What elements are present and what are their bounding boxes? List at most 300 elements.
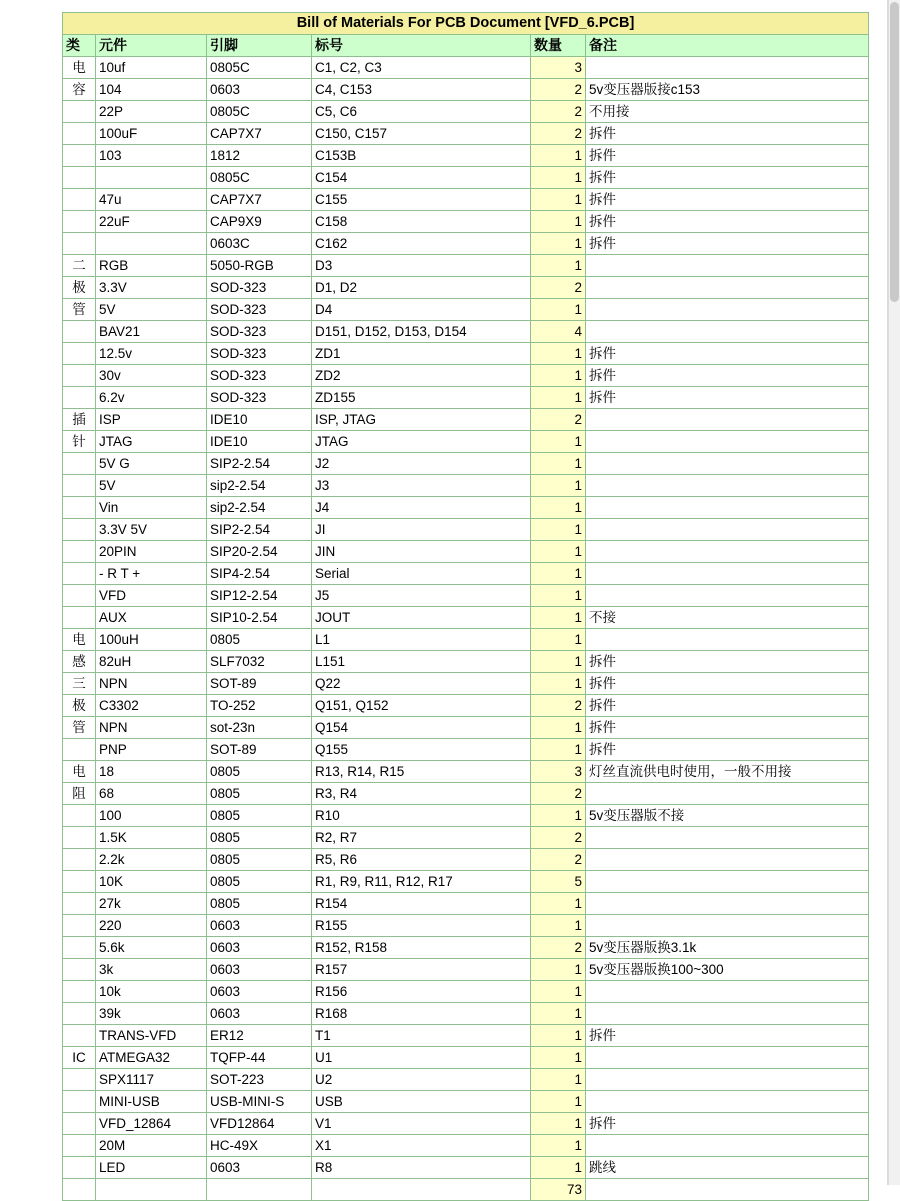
row-quantity: 1: [531, 1091, 586, 1113]
row-quantity: 1: [531, 717, 586, 739]
row-part: 5V G: [96, 453, 207, 475]
row-category: [63, 233, 96, 255]
row-designator: Q151, Q152: [312, 695, 531, 717]
table-row: [63, 1113, 869, 1135]
table-row: [63, 695, 869, 717]
row-footprint: SOD-323: [207, 365, 312, 387]
row-footprint: TO-252: [207, 695, 312, 717]
row-part: TRANS-VFD: [96, 1025, 207, 1047]
row-quantity: 1: [531, 453, 586, 475]
table-row: [63, 629, 869, 651]
row-quantity: 1: [531, 629, 586, 651]
row-part: 10uf: [96, 57, 207, 79]
row-note: 拆件: [586, 739, 869, 761]
table-row: [63, 145, 869, 167]
row-part: 68: [96, 783, 207, 805]
row-quantity: 1: [531, 255, 586, 277]
row-designator: R5, R6: [312, 849, 531, 871]
row-designator: C153B: [312, 145, 531, 167]
table-row: [63, 277, 869, 299]
row-part: 5V: [96, 299, 207, 321]
row-footprint: 0805: [207, 783, 312, 805]
row-quantity: 1: [531, 1069, 586, 1091]
total-blank-designator: [312, 1179, 531, 1201]
row-part: ATMEGA32: [96, 1047, 207, 1069]
row-designator: ZD1: [312, 343, 531, 365]
row-note: 拆件: [586, 1025, 869, 1047]
row-footprint: IDE10: [207, 409, 312, 431]
row-footprint: 0805: [207, 893, 312, 915]
table-row: [63, 585, 869, 607]
row-part: BAV21: [96, 321, 207, 343]
row-footprint: SOT-223: [207, 1069, 312, 1091]
row-note: [586, 497, 869, 519]
row-quantity: 1: [531, 651, 586, 673]
row-quantity: 1: [531, 189, 586, 211]
table-row: [63, 387, 869, 409]
row-footprint: 0603: [207, 1157, 312, 1179]
row-category: [63, 497, 96, 519]
row-footprint: SOT-89: [207, 673, 312, 695]
row-note: [586, 1135, 869, 1157]
table-header-row: [63, 35, 869, 57]
row-quantity: 1: [531, 607, 586, 629]
row-note: [586, 585, 869, 607]
row-footprint: SIP10-2.54: [207, 607, 312, 629]
row-note: 灯丝直流供电时使用，一般不用接: [586, 761, 869, 783]
row-part: MINI-USB: [96, 1091, 207, 1113]
row-category: 管: [63, 717, 96, 739]
row-quantity: 1: [531, 563, 586, 585]
table-row: [63, 981, 869, 1003]
row-category: [63, 915, 96, 937]
row-note: [586, 783, 869, 805]
row-footprint: 0603: [207, 915, 312, 937]
row-note: [586, 57, 869, 79]
row-note: [586, 541, 869, 563]
row-footprint: HC-49X: [207, 1135, 312, 1157]
row-note: 拆件: [586, 211, 869, 233]
row-part: 220: [96, 915, 207, 937]
row-note: [586, 893, 869, 915]
row-designator: U2: [312, 1069, 531, 1091]
row-quantity: 1: [531, 981, 586, 1003]
row-note: [586, 827, 869, 849]
row-quantity: 1: [531, 1113, 586, 1135]
table-row: [63, 497, 869, 519]
row-part: 30v: [96, 365, 207, 387]
row-category: 极: [63, 277, 96, 299]
row-category: 电: [63, 761, 96, 783]
row-category: 三: [63, 673, 96, 695]
row-category: [63, 189, 96, 211]
row-part: 3.3V 5V: [96, 519, 207, 541]
row-part: C3302: [96, 695, 207, 717]
row-footprint: 0603: [207, 937, 312, 959]
row-part: 3k: [96, 959, 207, 981]
row-quantity: 1: [531, 541, 586, 563]
row-designator: V1: [312, 1113, 531, 1135]
row-quantity: 1: [531, 673, 586, 695]
total-blank-note: [586, 1179, 869, 1201]
row-designator: JI: [312, 519, 531, 541]
row-footprint: SOT-89: [207, 739, 312, 761]
row-part: JTAG: [96, 431, 207, 453]
row-quantity: 1: [531, 365, 586, 387]
row-designator: Q22: [312, 673, 531, 695]
column-header-footprint: 引脚: [207, 35, 312, 57]
row-part: 2.2k: [96, 849, 207, 871]
row-note: 拆件: [586, 123, 869, 145]
row-quantity: 5: [531, 871, 586, 893]
row-category: [63, 849, 96, 871]
row-designator: U1: [312, 1047, 531, 1069]
row-footprint: SOD-323: [207, 277, 312, 299]
row-footprint: SIP2-2.54: [207, 519, 312, 541]
row-part: 22P: [96, 101, 207, 123]
table-row: [63, 167, 869, 189]
row-part: RGB: [96, 255, 207, 277]
row-note: 拆件: [586, 1113, 869, 1135]
row-category: [63, 739, 96, 761]
row-category: [63, 343, 96, 365]
row-category: [63, 365, 96, 387]
row-category: [63, 585, 96, 607]
table-row: [63, 783, 869, 805]
row-part: 10K: [96, 871, 207, 893]
row-note: [586, 849, 869, 871]
row-designator: R154: [312, 893, 531, 915]
column-header-part: 元件: [96, 35, 207, 57]
row-quantity: 3: [531, 57, 586, 79]
row-note: 拆件: [586, 167, 869, 189]
row-footprint: 0603: [207, 79, 312, 101]
row-quantity: 1: [531, 343, 586, 365]
table-row: [63, 871, 869, 893]
row-note: 5v变压器版不接: [586, 805, 869, 827]
row-note: [586, 1091, 869, 1113]
row-footprint: 0805: [207, 849, 312, 871]
row-category: 电: [63, 629, 96, 651]
table-row: [63, 1091, 869, 1113]
row-category: [63, 1157, 96, 1179]
row-note: 跳线: [586, 1157, 869, 1179]
row-part: VFD: [96, 585, 207, 607]
total-blank-category: [63, 1179, 96, 1201]
row-footprint: CAP7X7: [207, 123, 312, 145]
row-category: 电: [63, 57, 96, 79]
row-category: [63, 871, 96, 893]
row-footprint: sot-23n: [207, 717, 312, 739]
row-footprint: SLF7032: [207, 651, 312, 673]
row-quantity: 2: [531, 101, 586, 123]
row-note: 不接: [586, 607, 869, 629]
row-quantity: 1: [531, 805, 586, 827]
row-designator: R13, R14, R15: [312, 761, 531, 783]
table-rows-body: [63, 57, 869, 1179]
row-footprint: 0805: [207, 827, 312, 849]
row-part: 100uF: [96, 123, 207, 145]
table-row: [63, 79, 869, 101]
row-category: 管: [63, 299, 96, 321]
row-footprint: ER12: [207, 1025, 312, 1047]
row-category: [63, 145, 96, 167]
row-part: 18: [96, 761, 207, 783]
row-part: 47u: [96, 189, 207, 211]
row-part: 1.5K: [96, 827, 207, 849]
row-part: 5.6k: [96, 937, 207, 959]
row-designator: C162: [312, 233, 531, 255]
row-footprint: 0805C: [207, 57, 312, 79]
row-part: 103: [96, 145, 207, 167]
bill-of-materials-table: [62, 12, 869, 1201]
row-designator: C4, C153: [312, 79, 531, 101]
row-part: 10k: [96, 981, 207, 1003]
row-designator: R156: [312, 981, 531, 1003]
table-row: [63, 541, 869, 563]
row-designator: D151, D152, D153, D154: [312, 321, 531, 343]
row-designator: R157: [312, 959, 531, 981]
row-designator: Q154: [312, 717, 531, 739]
row-note: 拆件: [586, 365, 869, 387]
row-footprint: SIP20-2.54: [207, 541, 312, 563]
row-designator: JOUT: [312, 607, 531, 629]
row-category: 阻: [63, 783, 96, 805]
row-category: 容: [63, 79, 96, 101]
row-designator: J5: [312, 585, 531, 607]
table-row: [63, 343, 869, 365]
row-note: [586, 453, 869, 475]
row-part: PNP: [96, 739, 207, 761]
row-part: 39k: [96, 1003, 207, 1025]
row-footprint: VFD12864: [207, 1113, 312, 1135]
row-category: [63, 167, 96, 189]
row-footprint: CAP9X9: [207, 211, 312, 233]
row-quantity: 1: [531, 585, 586, 607]
row-category: [63, 805, 96, 827]
row-note: 拆件: [586, 387, 869, 409]
row-designator: R168: [312, 1003, 531, 1025]
row-note: 拆件: [586, 717, 869, 739]
row-footprint: SOD-323: [207, 343, 312, 365]
table-row: [63, 1025, 869, 1047]
row-category: [63, 1113, 96, 1135]
row-part: [96, 167, 207, 189]
row-category: 针: [63, 431, 96, 453]
row-designator: R2, R7: [312, 827, 531, 849]
table-row: [63, 1069, 869, 1091]
row-part: 6.2v: [96, 387, 207, 409]
row-footprint: sip2-2.54: [207, 475, 312, 497]
row-note: [586, 1069, 869, 1091]
row-quantity: 1: [531, 431, 586, 453]
row-part: 100: [96, 805, 207, 827]
row-designator: USB: [312, 1091, 531, 1113]
row-quantity: 4: [531, 321, 586, 343]
row-quantity: 2: [531, 277, 586, 299]
row-designator: D4: [312, 299, 531, 321]
row-quantity: 1: [531, 959, 586, 981]
table-row: [63, 475, 869, 497]
row-designator: C5, C6: [312, 101, 531, 123]
row-quantity: 3: [531, 761, 586, 783]
row-category: 二: [63, 255, 96, 277]
row-quantity: 1: [531, 1135, 586, 1157]
row-quantity: 1: [531, 1003, 586, 1025]
row-category: [63, 1135, 96, 1157]
row-part: 12.5v: [96, 343, 207, 365]
row-note: [586, 277, 869, 299]
row-note: 拆件: [586, 343, 869, 365]
table-row: [63, 915, 869, 937]
row-designator: C1, C2, C3: [312, 57, 531, 79]
row-quantity: 2: [531, 409, 586, 431]
total-quantity: 73: [531, 1179, 586, 1201]
scrollbar-thumb[interactable]: [890, 2, 899, 302]
row-footprint: 0805: [207, 871, 312, 893]
row-footprint: CAP7X7: [207, 189, 312, 211]
table-row: [63, 739, 869, 761]
row-quantity: 2: [531, 827, 586, 849]
table-title-row: [63, 13, 869, 35]
row-quantity: 1: [531, 1047, 586, 1069]
table-row: [63, 805, 869, 827]
row-category: [63, 101, 96, 123]
row-note: [586, 1047, 869, 1069]
row-footprint: 0603C: [207, 233, 312, 255]
row-designator: C158: [312, 211, 531, 233]
row-category: [63, 1091, 96, 1113]
row-category: [63, 607, 96, 629]
row-designator: R1, R9, R11, R12, R17: [312, 871, 531, 893]
row-part: LED: [96, 1157, 207, 1179]
row-quantity: 1: [531, 387, 586, 409]
row-quantity: 1: [531, 475, 586, 497]
table-row: [63, 321, 869, 343]
vertical-scrollbar[interactable]: [888, 0, 900, 1185]
column-header-quantity: 数量: [531, 35, 586, 57]
row-designator: R155: [312, 915, 531, 937]
row-note: 拆件: [586, 695, 869, 717]
row-designator: J4: [312, 497, 531, 519]
row-part: AUX: [96, 607, 207, 629]
row-note: [586, 915, 869, 937]
row-category: [63, 959, 96, 981]
table-row: [63, 827, 869, 849]
document-title: Bill of Materials For PCB Document [VFD_6.PCB]: [63, 13, 869, 35]
row-footprint: SIP12-2.54: [207, 585, 312, 607]
row-quantity: 2: [531, 937, 586, 959]
table-row: [63, 123, 869, 145]
row-quantity: 2: [531, 783, 586, 805]
row-note: 不用接: [586, 101, 869, 123]
row-note: 拆件: [586, 233, 869, 255]
row-designator: C150, C157: [312, 123, 531, 145]
row-designator: R152, R158: [312, 937, 531, 959]
row-note: 5v变压器版换100~300: [586, 959, 869, 981]
row-note: 拆件: [586, 651, 869, 673]
row-footprint: 0603: [207, 981, 312, 1003]
row-note: [586, 871, 869, 893]
column-header-note: 备注: [586, 35, 869, 57]
row-quantity: 1: [531, 1157, 586, 1179]
table-row: [63, 761, 869, 783]
table-body: [63, 13, 869, 57]
row-footprint: 0603: [207, 1003, 312, 1025]
row-part: 3.3V: [96, 277, 207, 299]
column-header-category: 类: [63, 35, 96, 57]
table-row: [63, 673, 869, 695]
row-designator: D3: [312, 255, 531, 277]
row-designator: R8: [312, 1157, 531, 1179]
row-quantity: 1: [531, 519, 586, 541]
table-row: [63, 519, 869, 541]
row-footprint: 0603: [207, 959, 312, 981]
total-blank-footprint: [207, 1179, 312, 1201]
row-category: [63, 519, 96, 541]
row-note: [586, 431, 869, 453]
column-header-designator: 标号: [312, 35, 531, 57]
table-row: [63, 1135, 869, 1157]
row-part: 20PIN: [96, 541, 207, 563]
row-footprint: 0805: [207, 805, 312, 827]
row-footprint: SOD-323: [207, 387, 312, 409]
row-designator: ISP, JTAG: [312, 409, 531, 431]
row-designator: L151: [312, 651, 531, 673]
row-quantity: 1: [531, 299, 586, 321]
row-footprint: 1812: [207, 145, 312, 167]
row-category: [63, 387, 96, 409]
table-row: [63, 255, 869, 277]
row-category: 感: [63, 651, 96, 673]
table-row: [63, 1157, 869, 1179]
row-note: [586, 255, 869, 277]
row-footprint: IDE10: [207, 431, 312, 453]
row-quantity: 1: [531, 915, 586, 937]
row-category: [63, 827, 96, 849]
row-designator: R10: [312, 805, 531, 827]
row-quantity: 2: [531, 123, 586, 145]
row-designator: ZD155: [312, 387, 531, 409]
row-footprint: 5050-RGB: [207, 255, 312, 277]
row-designator: Q155: [312, 739, 531, 761]
row-part: 22uF: [96, 211, 207, 233]
row-part: 5V: [96, 475, 207, 497]
table-row: [63, 299, 869, 321]
total-row: [63, 1179, 869, 1201]
row-part: NPN: [96, 717, 207, 739]
row-footprint: 0805: [207, 629, 312, 651]
row-footprint: SOD-323: [207, 299, 312, 321]
row-part: - R T +: [96, 563, 207, 585]
row-footprint: TQFP-44: [207, 1047, 312, 1069]
table-row: [63, 409, 869, 431]
row-designator: ZD2: [312, 365, 531, 387]
row-note: [586, 629, 869, 651]
row-quantity: 1: [531, 211, 586, 233]
row-footprint: SIP4-2.54: [207, 563, 312, 585]
row-designator: Serial: [312, 563, 531, 585]
row-part: Vin: [96, 497, 207, 519]
row-category: [63, 893, 96, 915]
row-note: [586, 299, 869, 321]
row-category: [63, 453, 96, 475]
row-note: [586, 1003, 869, 1025]
row-part: 100uH: [96, 629, 207, 651]
row-category: [63, 123, 96, 145]
table-row: [63, 563, 869, 585]
row-quantity: 1: [531, 893, 586, 915]
